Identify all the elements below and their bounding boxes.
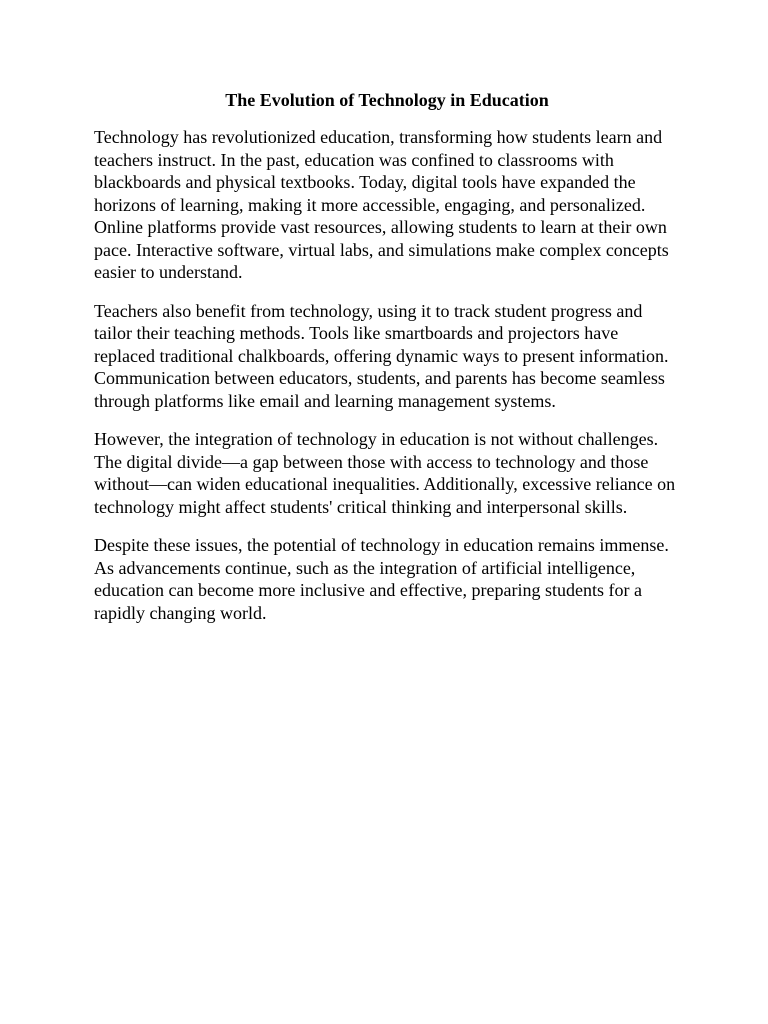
paragraph-challenges: However, the integration of technology in education is not without challenges. The digital divide—a gap between those with access to technology and those without—can widen educational inequalities. Additionally, excessive reliance on technology might affect students' critical thinking and interpersonal skills.	[94, 429, 676, 517]
document-title: The Evolution of Technology in Education	[225, 90, 549, 110]
paragraph-conclusion: Despite these issues, the potential of technology in education remains immense. As advancements continue, such as the integration of artificial intelligence, education can become more inclusive and effective, preparing students for a rapidly changing world.	[94, 535, 669, 623]
paragraph-intro: Technology has revolutionized education, transforming how students learn and teachers instruct. In the past, education was confined to classrooms with blackboards and physical textbooks. Today, digital tools have expanded the horizons of learning, making it more accessible, engaging, and personalized. Online platforms provide vast resources, allowing students to learn at their own pace. Interactive software, virtual labs, and simulations make complex concepts easier to understand.	[94, 127, 669, 282]
document-body	[94, 88, 680, 640]
paragraph-teachers: Teachers also benefit from technology, using it to track student progress and tailor their teaching methods. Tools like smartboards and projectors have replaced traditional chalkboards, offering dynamic ways to present information. Communication between educators, students, and parents has become seamless through platforms like email and learning management systems.	[94, 300, 669, 411]
